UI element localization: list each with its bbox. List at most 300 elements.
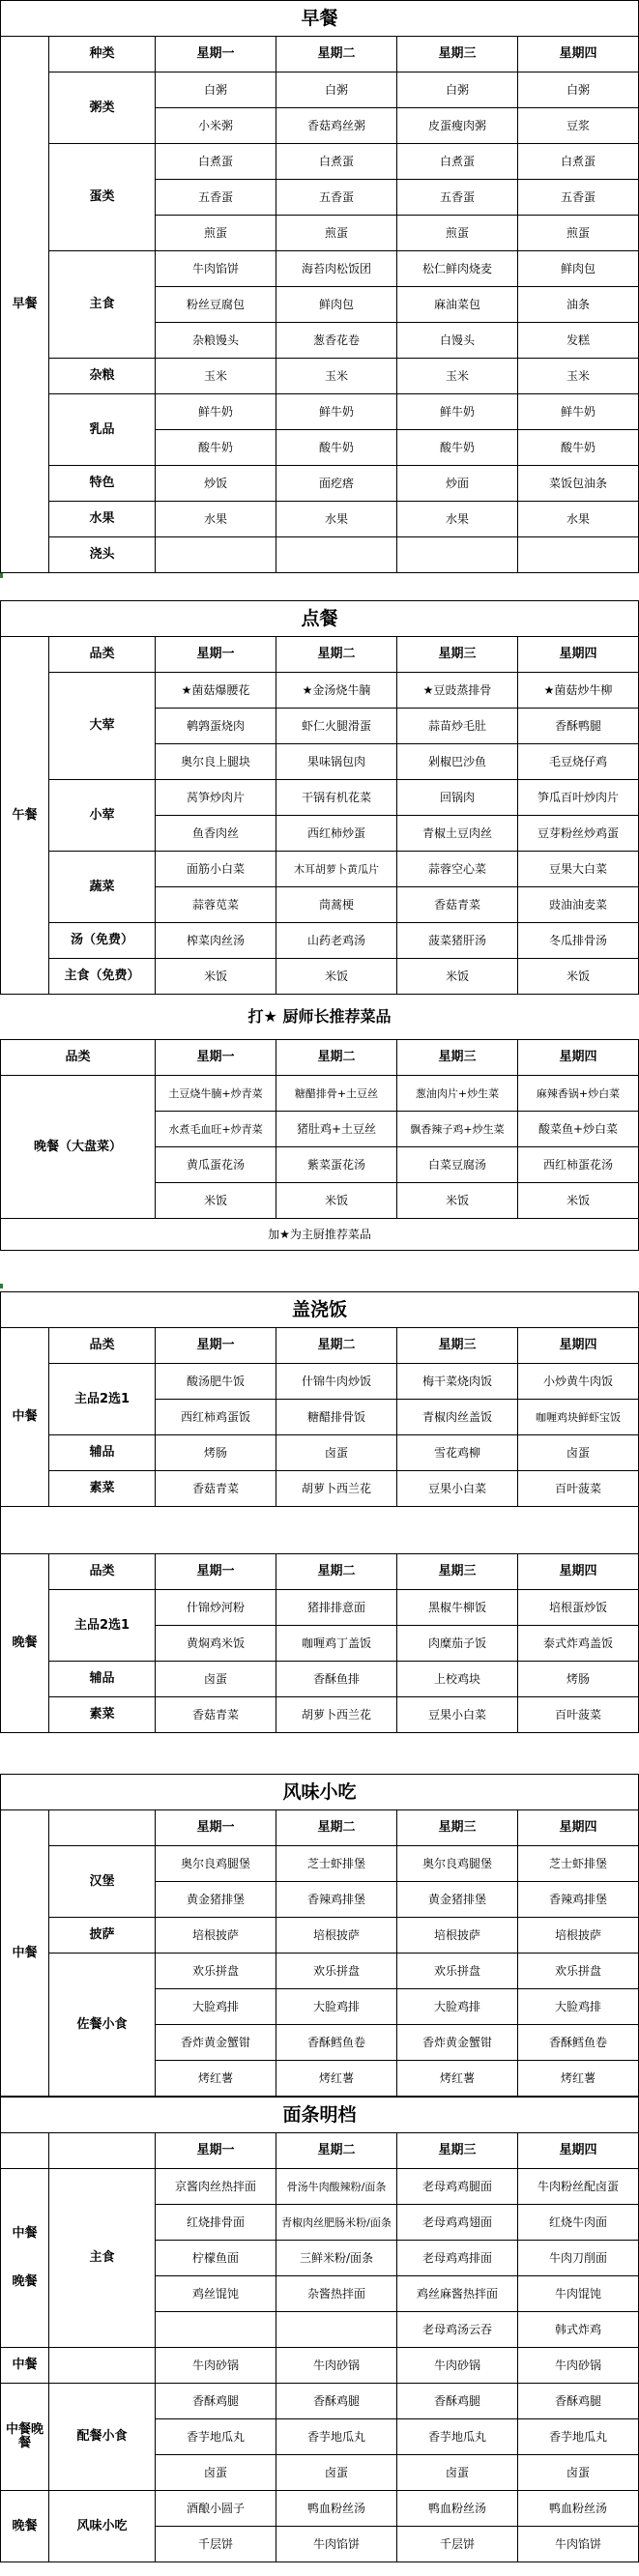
- menu-item: 白粥: [276, 72, 397, 108]
- menu-item: 咖喱鸡块鲜虾宝饭: [518, 1400, 639, 1435]
- menu-item: 酸汤肥牛饭: [156, 1364, 276, 1400]
- table-row: [1, 1435, 639, 1471]
- menu-item: 猪肚鸡+土豆丝: [276, 1112, 397, 1147]
- category-label: 披萨: [49, 1918, 156, 1954]
- menu-item: 卤蛋: [518, 2455, 639, 2491]
- day-header: 星期二: [276, 637, 397, 673]
- meal-label: 中餐晚餐: [1, 2384, 49, 2491]
- menu-item: 水果: [518, 502, 639, 537]
- menu-item: 牛肉砂锅: [276, 2348, 397, 2384]
- gaijiao-spacer: [0, 1507, 639, 1553]
- table-row: [1, 359, 639, 394]
- menu-item: 茼蒿梗: [276, 887, 397, 923]
- menu-item: 牛肉刀削面: [518, 2241, 639, 2276]
- menu-item: 炒面: [397, 466, 518, 502]
- menu-item: 松仁鲜肉烧麦: [397, 251, 518, 287]
- snack-table: [0, 1774, 639, 2097]
- menu-item: 香酥鸡腿: [397, 2384, 518, 2419]
- breakfast-table: [0, 0, 639, 573]
- meal-label: 早餐: [1, 37, 49, 573]
- menu-item: 鸭血粉丝汤: [276, 2491, 397, 2527]
- day-header: 星期二: [276, 37, 397, 72]
- menu-item: 烤肠: [156, 1435, 276, 1471]
- menu-item: 骨汤牛肉酸辣粉/面条: [276, 2169, 397, 2205]
- menu-item: 烤红薯: [397, 2061, 518, 2097]
- category-label: 汉堡: [49, 1846, 156, 1918]
- menu-item: 蒜蓉空心菜: [397, 852, 518, 887]
- menu-item: 卤蛋: [276, 2455, 397, 2491]
- table-row: [1, 502, 639, 537]
- category-label: 主食（免费）: [49, 959, 156, 995]
- menu-item: 米饭: [518, 959, 639, 995]
- header-row: [1, 37, 639, 72]
- menu-item: 胡萝卜西兰花: [276, 1697, 397, 1733]
- menu-item: [156, 537, 276, 573]
- menu-item: 牛肉砂锅: [156, 2348, 276, 2384]
- category-label: 主食: [49, 251, 156, 359]
- menu-item: 煎蛋: [518, 216, 639, 251]
- menu-item: 山药老鸡汤: [276, 923, 397, 959]
- menu-item: 香酥鱼排: [276, 1662, 397, 1697]
- category-label: 风味小吃: [49, 2491, 156, 2562]
- menu-item: 欢乐拼盘: [156, 1954, 276, 1989]
- day-header: 星期三: [397, 1810, 518, 1846]
- menu-item: 酸牛奶: [156, 430, 276, 466]
- menu-item: 大脸鸡排: [156, 1989, 276, 2025]
- table-row: [1, 1697, 639, 1733]
- menu-item: 米饭: [276, 1183, 397, 1219]
- menu-item: 培根披萨: [397, 1918, 518, 1954]
- header-row: [1, 1810, 639, 1846]
- section-title: 点餐: [1, 601, 639, 637]
- category-label: 杂粮: [49, 359, 156, 394]
- note-row: [1, 1219, 639, 1251]
- menu-item: [397, 537, 518, 573]
- order-table: [0, 600, 639, 995]
- menu-item: 水果: [397, 502, 518, 537]
- day-header: 星期二: [276, 1554, 397, 1590]
- meal-label: 晚餐: [12, 2274, 38, 2289]
- category-label: 辅品: [49, 1435, 156, 1471]
- menu-item: 奥尔良鸡腿堡: [397, 1846, 518, 1882]
- menu-item: 米饭: [156, 959, 276, 995]
- day-header: 星期一: [156, 1554, 276, 1590]
- menu-item: 欢乐拼盘: [397, 1954, 518, 1989]
- day-header: 星期一: [156, 1328, 276, 1364]
- menu-item: 猪排排意面: [276, 1590, 397, 1626]
- category-label: 主品2选1: [49, 1364, 156, 1435]
- menu-item: 麻油菜包: [397, 287, 518, 323]
- menu-item: 玉米: [156, 359, 276, 394]
- category-label: 素菜: [49, 1471, 156, 1507]
- table-row: [1, 673, 639, 709]
- menu-item: 香菇青菜: [156, 1471, 276, 1507]
- header-row: [1, 2133, 639, 2169]
- menu-item: 奥尔良鸡腿堡: [156, 1846, 276, 1882]
- menu-item: 白粥: [518, 72, 639, 108]
- menu-item: [518, 537, 639, 573]
- section-title: 早餐: [1, 1, 639, 37]
- category-label: [49, 2348, 156, 2384]
- table-row: [1, 72, 639, 108]
- column-header: 品类: [49, 1554, 156, 1590]
- menu-item: 老母鸡鸡翅面: [397, 2205, 518, 2241]
- day-header: 星期二: [276, 2133, 397, 2169]
- menu-item: 牛肉馅饼: [276, 2527, 397, 2562]
- day-header: 星期三: [397, 637, 518, 673]
- day-header: 星期三: [397, 2133, 518, 2169]
- menu-item: 香芋地瓜丸: [276, 2419, 397, 2455]
- menu-item: 白煮蛋: [276, 144, 397, 180]
- menu-item: 干锅有机花菜: [276, 780, 397, 816]
- menu-item: 鲜肉包: [518, 251, 639, 287]
- day-header: 星期一: [156, 37, 276, 72]
- menu-item: 雪花鸡柳: [397, 1435, 518, 1471]
- menu-item: 五香蛋: [397, 180, 518, 216]
- menu-item: 牛肉馅饼: [156, 251, 276, 287]
- menu-item: 千层饼: [397, 2527, 518, 2562]
- menu-item: 炒饭: [156, 466, 276, 502]
- menu-item: 白粥: [397, 72, 518, 108]
- menu-item: 粉丝豆腐包: [156, 287, 276, 323]
- table-row: [1, 537, 639, 573]
- menu-item: 黑椒牛柳饭: [397, 1590, 518, 1626]
- menu-item: 笋瓜百叶炒肉片: [518, 780, 639, 816]
- menu-item: 剁椒巴沙鱼: [397, 744, 518, 780]
- menu-item: 小米粥: [156, 108, 276, 144]
- column-header: [49, 2133, 156, 2169]
- menu-item: 青椒肉丝盖饭: [397, 1400, 518, 1435]
- menu-item: 玉米: [276, 359, 397, 394]
- dinner-table: [0, 1039, 639, 1251]
- menu-item: 老母鸡鸡排面: [397, 2241, 518, 2276]
- menu-item: 黄焖鸡米饭: [156, 1626, 276, 1662]
- menu-item: 米饭: [276, 959, 397, 995]
- menu-item: 葱香花卷: [276, 323, 397, 359]
- menu-item: 豆浆: [518, 108, 639, 144]
- menu-item: ★菌菇爆腰花: [156, 673, 276, 709]
- meal-label: 中餐: [1, 2348, 49, 2384]
- menu-item: 老母鸡鸡腿面: [397, 2169, 518, 2205]
- section-title: 风味小吃: [1, 1775, 639, 1810]
- day-header: 星期三: [397, 37, 518, 72]
- menu-item: 黄金猪排堡: [156, 1882, 276, 1918]
- menu-item: 杂酱热拌面: [276, 2276, 397, 2312]
- recommend-note: 加★为主厨推荐菜品: [1, 1219, 639, 1251]
- day-header: 星期二: [276, 1040, 397, 1076]
- day-header: 星期三: [397, 1040, 518, 1076]
- menu-item: 五香蛋: [156, 180, 276, 216]
- category-label: 主品2选1: [49, 1590, 156, 1662]
- menu-item: 飘香辣子鸡+炒生菜: [397, 1112, 518, 1147]
- section-gap: [0, 1251, 639, 1291]
- day-header: 星期一: [156, 1810, 276, 1846]
- menu-item: 白煮蛋: [156, 144, 276, 180]
- menu-item: 米饭: [397, 1183, 518, 1219]
- menu-item: 豉油油麦菜: [518, 887, 639, 923]
- menu-item: 香酥鸭腿: [518, 709, 639, 744]
- day-header: 星期一: [156, 1040, 276, 1076]
- section-gap: [0, 1733, 639, 1774]
- menu-item: ★金汤烧牛腩: [276, 673, 397, 709]
- menu-item: 香芋地瓜丸: [397, 2419, 518, 2455]
- menu-item: 水果: [276, 502, 397, 537]
- menu-item: 虾仁火腿滑蛋: [276, 709, 397, 744]
- menu-item: 大脸鸡排: [397, 1989, 518, 2025]
- gaijiao-table: [0, 1291, 639, 1507]
- menu-item: 蒜蓉苋菜: [156, 887, 276, 923]
- day-header: 星期一: [156, 2133, 276, 2169]
- menu-item: 回锅肉: [397, 780, 518, 816]
- menu-item: 麻辣香锅+炒白菜: [518, 1076, 639, 1112]
- category-label: 素菜: [49, 1697, 156, 1733]
- meal-label: 中餐: [12, 2226, 38, 2241]
- category-label: 蔬菜: [49, 852, 156, 923]
- menu-item: 红烧排骨面: [156, 2205, 276, 2241]
- day-header: 星期四: [518, 37, 639, 72]
- menu-item: [276, 537, 397, 573]
- menu-item: 香芋地瓜丸: [518, 2419, 639, 2455]
- menu-item: 红烧牛肉面: [518, 2205, 639, 2241]
- menu-item: 奥尔良上腿块: [156, 744, 276, 780]
- menu-item: 发糕: [518, 323, 639, 359]
- menu-item: 牛肉砂锅: [518, 2348, 639, 2384]
- day-header: 星期四: [518, 2133, 639, 2169]
- menu-item: 烤红薯: [276, 2061, 397, 2097]
- menu-item: 培根披萨: [156, 1918, 276, 1954]
- menu-item: 鸡丝馄饨: [156, 2276, 276, 2312]
- menu-item: 卤蛋: [156, 1662, 276, 1697]
- menu-item: 鲜肉包: [276, 287, 397, 323]
- day-header: 星期四: [518, 637, 639, 673]
- menu-item: ★豆豉蒸排骨: [397, 673, 518, 709]
- menu-item: 白菜豆腐汤: [397, 1147, 518, 1183]
- menu-item: 香菇鸡丝粥: [276, 108, 397, 144]
- menu-item: 酒酿小圆子: [156, 2491, 276, 2527]
- menu-item: 柠檬鱼面: [156, 2241, 276, 2276]
- menu-item: 泰式炸鸡盖饭: [518, 1626, 639, 1662]
- menu-item: 香炸黄金蟹钳: [156, 2025, 276, 2061]
- table-row: [1, 852, 639, 887]
- menu-item: 香辣鸡排堡: [518, 1882, 639, 1918]
- menu-item: 米饭: [397, 959, 518, 995]
- menu-item: 肉糜茄子饭: [397, 1626, 518, 1662]
- menu-item: 煎蛋: [397, 216, 518, 251]
- meal-label: [1, 2169, 49, 2348]
- menu-item: 什锦炒河粉: [156, 1590, 276, 1626]
- category-label: 粥类: [49, 72, 156, 144]
- category-label: 蛋类: [49, 144, 156, 251]
- menu-item: 香酥鸡腿: [156, 2384, 276, 2419]
- column-header: 品类: [49, 1328, 156, 1364]
- section-title-row: [1, 1292, 639, 1328]
- menu-item: 米饭: [518, 1183, 639, 1219]
- table-row: [1, 1954, 639, 1989]
- category-label: 浇头: [49, 537, 156, 573]
- menu-item: 香菇青菜: [397, 887, 518, 923]
- menu-item: 香辣鸡排堡: [276, 1882, 397, 1918]
- menu-item: 青椒土豆肉丝: [397, 816, 518, 852]
- menu-item: 卤蛋: [397, 2455, 518, 2491]
- table-row: [1, 394, 639, 430]
- day-header: 星期四: [518, 1040, 639, 1076]
- menu-item: 木耳胡萝卜黄瓜片: [276, 852, 397, 887]
- menu-item: 京酱肉丝热拌面: [156, 2169, 276, 2205]
- menu-item: 上校鸡块: [397, 1662, 518, 1697]
- menu-item: 葱油肉片+炒生菜: [397, 1076, 518, 1112]
- menu-item: 鸭血粉丝汤: [518, 2491, 639, 2527]
- section-gap: [0, 573, 639, 600]
- menu-item: 蒜苗炒毛肚: [397, 709, 518, 744]
- section-title: 面条明档: [1, 2098, 639, 2133]
- menu-item: 皮蛋瘦肉粥: [397, 108, 518, 144]
- table-row: [1, 251, 639, 287]
- menu-item: 咖喱鸡丁盖饭: [276, 1626, 397, 1662]
- menu-item: 糖醋排骨饭: [276, 1400, 397, 1435]
- table-row: [1, 1918, 639, 1954]
- category-label: 特色: [49, 466, 156, 502]
- menu-item: 梅干菜烧肉饭: [397, 1364, 518, 1400]
- menu-item: 榨菜肉丝汤: [156, 923, 276, 959]
- category-label: 小荤: [49, 780, 156, 852]
- table-row: [1, 2169, 639, 2205]
- menu-item: 香酥鳕鱼卷: [518, 2025, 639, 2061]
- menu-item: 酸牛奶: [518, 430, 639, 466]
- menu-item: 米饭: [156, 1183, 276, 1219]
- meal-label: 晚餐（大盘菜）: [1, 1076, 156, 1219]
- category-label: 辅品: [49, 1662, 156, 1697]
- menu-item: 菜饭包油条: [518, 466, 639, 502]
- menu-item: 黄金猪排堡: [397, 1882, 518, 1918]
- header-row: [1, 1040, 639, 1076]
- section-title-row: [1, 1, 639, 37]
- menu-item: 牛肉馅饼: [518, 2527, 639, 2562]
- menu-item: 培根蛋炒饭: [518, 1590, 639, 1626]
- menu-item: 菠菜猪肝汤: [397, 923, 518, 959]
- menu-item: 烤红薯: [156, 2061, 276, 2097]
- column-header: 种类: [49, 37, 156, 72]
- menu-item: 卤蛋: [156, 2455, 276, 2491]
- menu-item: 香芋地瓜丸: [156, 2419, 276, 2455]
- menu-item: 酸牛奶: [276, 430, 397, 466]
- menu-item: 芝士虾排堡: [276, 1846, 397, 1882]
- menu-item: 百叶菠菜: [518, 1697, 639, 1733]
- menu-item: 胡萝卜西兰花: [276, 1471, 397, 1507]
- table-row: [1, 144, 639, 180]
- menu-item: 香酥鸡腿: [518, 2384, 639, 2419]
- category-label: 汤（免费）: [49, 923, 156, 959]
- menu-item: 紫菜蛋花汤: [276, 1147, 397, 1183]
- table-row: [1, 2491, 639, 2527]
- category-label: 水果: [49, 502, 156, 537]
- menu-item: 什锦牛肉炒饭: [276, 1364, 397, 1400]
- menu-item: 卤蛋: [276, 1435, 397, 1471]
- header-row: [1, 1554, 639, 1590]
- menu-item: 烤红薯: [518, 2061, 639, 2097]
- menu-item: [156, 2312, 276, 2348]
- menu-item: 鸡丝麻酱热拌面: [397, 2276, 518, 2312]
- table-row: [1, 2348, 639, 2384]
- menu-item: 酸菜鱼+炒白菜: [518, 1112, 639, 1147]
- menu-item: 欢乐拼盘: [276, 1954, 397, 1989]
- menu-item: 水果: [156, 502, 276, 537]
- menu-item: 玉米: [397, 359, 518, 394]
- menu-item: 西红柿鸡蛋饭: [156, 1400, 276, 1435]
- menu-item: ★菌菇炒牛柳: [518, 673, 639, 709]
- menu-item: 鲜牛奶: [518, 394, 639, 430]
- menu-item: 糖醋排骨+土豆丝: [276, 1076, 397, 1112]
- menu-item: 三鲜米粉/面条: [276, 2241, 397, 2276]
- day-header: 星期三: [397, 1328, 518, 1364]
- menu-item: 鸭血粉丝汤: [397, 2491, 518, 2527]
- menu-item: 牛肉馄饨: [518, 2276, 639, 2312]
- category-label: 佐餐小食: [49, 1954, 156, 2097]
- menu-item: 大脸鸡排: [276, 1989, 397, 2025]
- menu-item: 卤蛋: [518, 1435, 639, 1471]
- section-title-row: [1, 1775, 639, 1810]
- meal-label: 午餐: [1, 637, 49, 995]
- menu-item: 白粥: [156, 72, 276, 108]
- day-header: 星期二: [276, 1328, 397, 1364]
- day-header: 星期二: [276, 1810, 397, 1846]
- menu-item: 韩式炸鸡: [518, 2312, 639, 2348]
- gaijiao-dinner-table: [0, 1553, 639, 1733]
- chef-recommend-note: 打★ 厨师长推荐菜品: [247, 1007, 392, 1026]
- category-label: 乳品: [49, 394, 156, 466]
- day-header: 星期一: [156, 637, 276, 673]
- day-header: 星期四: [518, 1554, 639, 1590]
- menu-item: 烤肠: [518, 1662, 639, 1697]
- category-label: 大荤: [49, 673, 156, 780]
- menu-item: 牛肉砂锅: [397, 2348, 518, 2384]
- menu-item: 酸牛奶: [397, 430, 518, 466]
- day-header: 星期四: [518, 1810, 639, 1846]
- menu-item: 千层饼: [156, 2527, 276, 2562]
- menu-item: 鹌鹑蛋烧肉: [156, 709, 276, 744]
- menu-item: 果味锅包肉: [276, 744, 397, 780]
- menu-item: 煎蛋: [156, 216, 276, 251]
- section-title: 盖浇饭: [1, 1292, 639, 1328]
- menu-item: 豆芽粉丝炒鸡蛋: [518, 816, 639, 852]
- menu-item: 香酥鸡腿: [276, 2384, 397, 2419]
- menu-item: 白煮蛋: [518, 144, 639, 180]
- menu-item: 老母鸡汤云吞: [397, 2312, 518, 2348]
- menu-item: 西红柿炒蛋: [276, 816, 397, 852]
- menu-item: 鲜牛奶: [276, 394, 397, 430]
- menu-item: 培根披萨: [276, 1918, 397, 1954]
- menu-item: 豆果小白菜: [397, 1697, 518, 1733]
- category-label: 配餐小食: [49, 2384, 156, 2491]
- column-header: 品类: [1, 1040, 156, 1076]
- menu-item: 面筋小白菜: [156, 852, 276, 887]
- menu-item: 五香蛋: [276, 180, 397, 216]
- menu-item: 五香蛋: [518, 180, 639, 216]
- menu-item: 芝士虾排堡: [518, 1846, 639, 1882]
- noodle-table: [0, 2097, 639, 2562]
- meal-label: 中餐: [1, 1810, 49, 2097]
- day-header: 星期三: [397, 1554, 518, 1590]
- table-row: [1, 780, 639, 816]
- menu-item: 白馒头: [397, 323, 518, 359]
- section-title-row: [1, 2098, 639, 2133]
- menu-item: 鱼香肉丝: [156, 816, 276, 852]
- menu-item: 油条: [518, 287, 639, 323]
- table-row: [1, 1590, 639, 1626]
- column-header: [1, 2133, 49, 2169]
- menu-item: 水煮毛血旺+炒青菜: [156, 1112, 276, 1147]
- day-header: 星期四: [518, 1328, 639, 1364]
- menu-item: 香酥鳕鱼卷: [276, 2025, 397, 2061]
